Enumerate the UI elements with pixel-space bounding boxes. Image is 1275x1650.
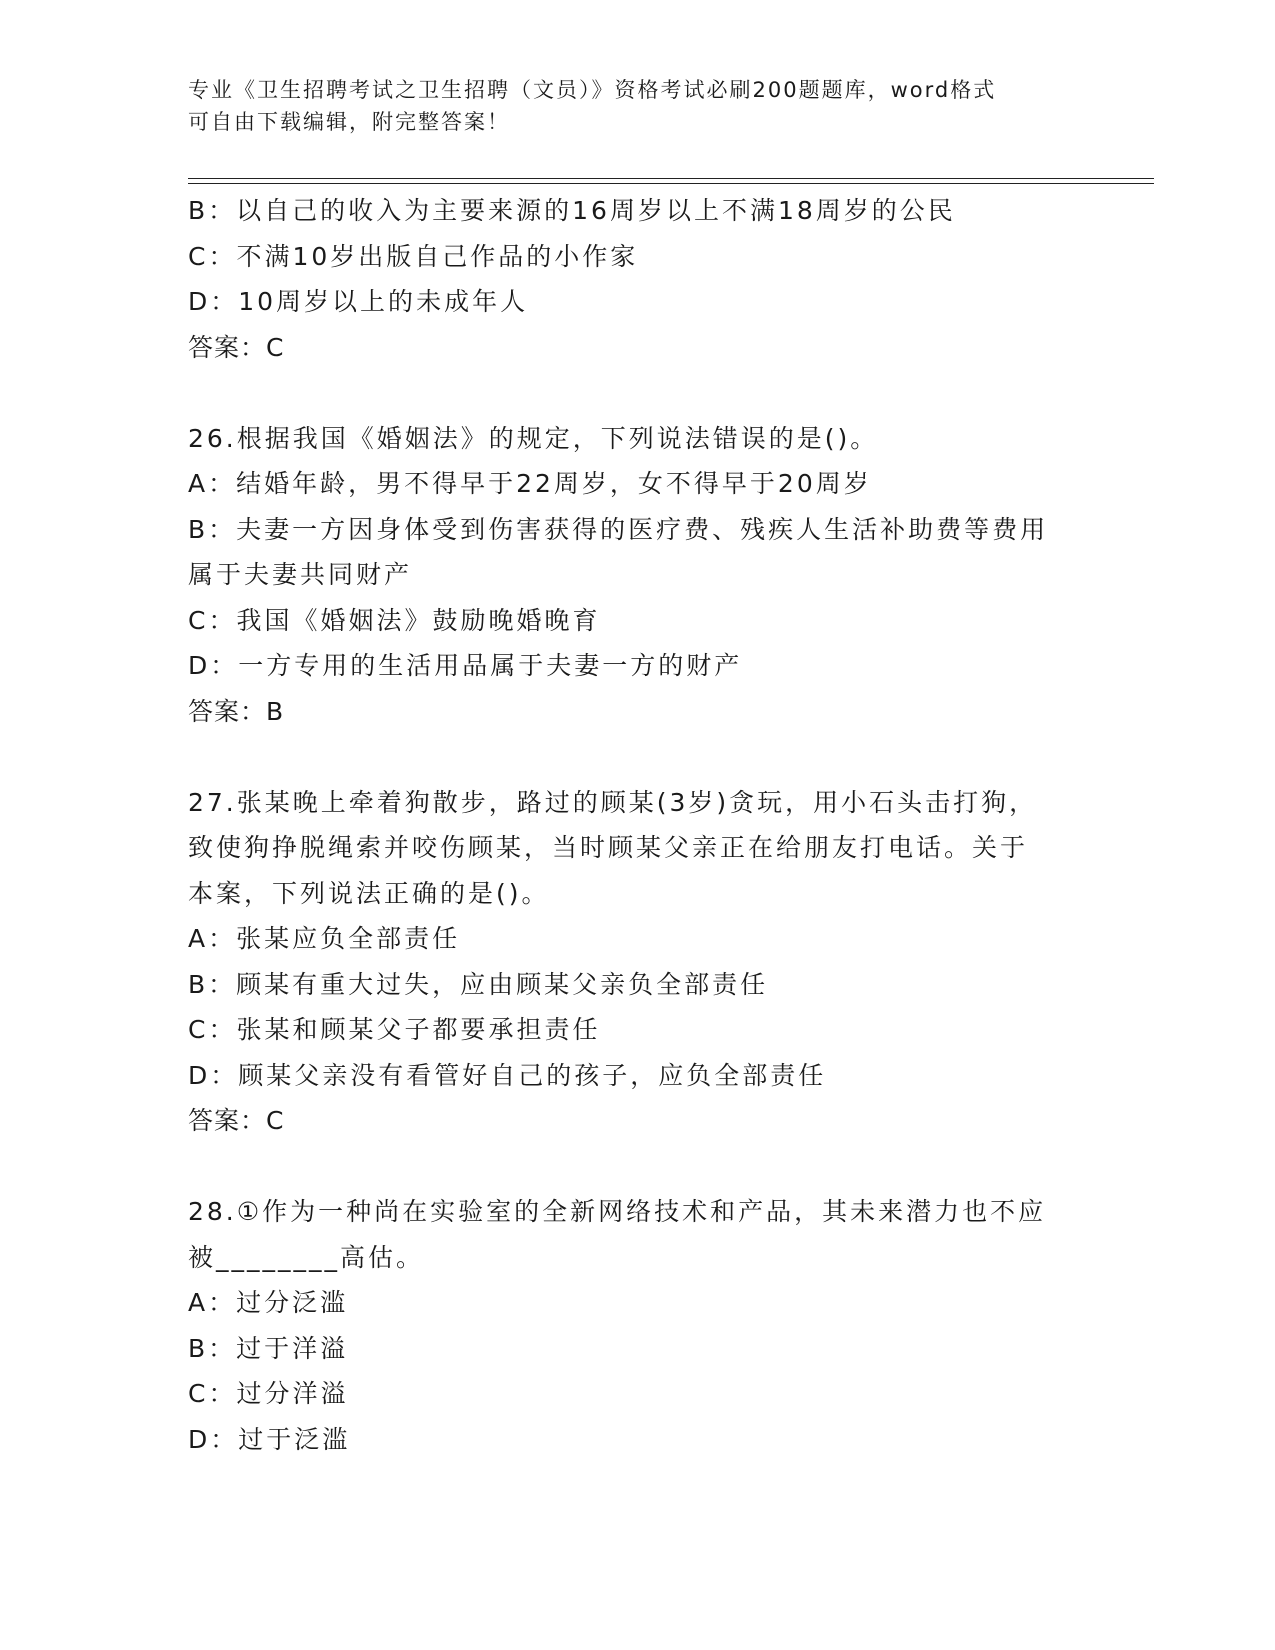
option-a: A：结婚年龄，男不得早于22周岁，女不得早于20周岁	[188, 469, 872, 498]
option-c: C：张某和顾某父子都要承担责任	[188, 1015, 601, 1044]
option-b: B：过于洋溢	[188, 1333, 349, 1363]
question-27	[188, 780, 1088, 1144]
option-b: B：夫妻一方因身体受到伤害获得的医疗费、残疾人生活补助费等费用	[188, 514, 1049, 544]
option-d: D：10周岁以上的未成年人	[188, 287, 529, 316]
question-stem-continued: 被________高估。	[188, 1242, 425, 1272]
question-stem: 28.①作为一种尚在实验室的全新网络技术和产品，其未来潜力也不应	[188, 1197, 1047, 1226]
answer-line: 答案：C	[188, 1106, 285, 1135]
option-d: D：顾某父亲没有看管好自己的孩子，应负全部责任	[188, 1060, 827, 1090]
option-c: C：我国《婚姻法》鼓励晚婚晚育	[188, 605, 601, 635]
header-divider-top	[188, 178, 1154, 179]
spacer	[188, 1144, 1088, 1190]
option-c: C：过分洋溢	[188, 1379, 349, 1408]
question-stem-continued: 本案，下列说法正确的是()。	[188, 878, 550, 908]
option-d: D：过于泛滥	[188, 1424, 351, 1454]
spacer	[188, 734, 1088, 780]
document-header	[188, 74, 1068, 138]
answer-line: 答案：C	[188, 332, 285, 362]
option-c: C：不满10岁出版自己作品的小作家	[188, 241, 639, 271]
question-25	[188, 188, 1088, 370]
option-d: D：一方专用的生活用品属于夫妻一方的财产	[188, 651, 743, 680]
question-list	[188, 188, 1088, 1462]
header-title-line2: 可自由下载编辑，附完整答案！	[188, 110, 510, 134]
option-b: B：顾某有重大过失，应由顾某父亲负全部责任	[188, 969, 769, 999]
question-stem: 26.根据我国《婚姻法》的规定，下列说法错误的是()。	[188, 423, 879, 453]
header-title-line1: 专业《卫生招聘考试之卫生招聘（文员）》资格考试必刷200题题库，word格式	[188, 78, 997, 102]
question-28	[188, 1189, 1088, 1462]
option-a: A：张某应负全部责任	[188, 924, 461, 953]
spacer	[188, 370, 1088, 416]
option-a: A：过分泛滥	[188, 1288, 349, 1317]
option-b: B：以自己的收入为主要来源的16周岁以上不满18周岁的公民	[188, 196, 956, 225]
question-stem: 27.张某晚上牵着狗散步，路过的顾某(3岁)贪玩，用小石头击打狗，	[188, 787, 1038, 817]
question-stem-continued: 致使狗挣脱绳索并咬伤顾某，当时顾某父亲正在给朋友打电话。关于	[188, 833, 1029, 862]
option-b-continued: 属于夫妻共同财产	[188, 560, 413, 589]
header-divider-bottom	[188, 183, 1154, 184]
answer-line: 答案：B	[188, 696, 285, 726]
question-26	[188, 416, 1088, 735]
